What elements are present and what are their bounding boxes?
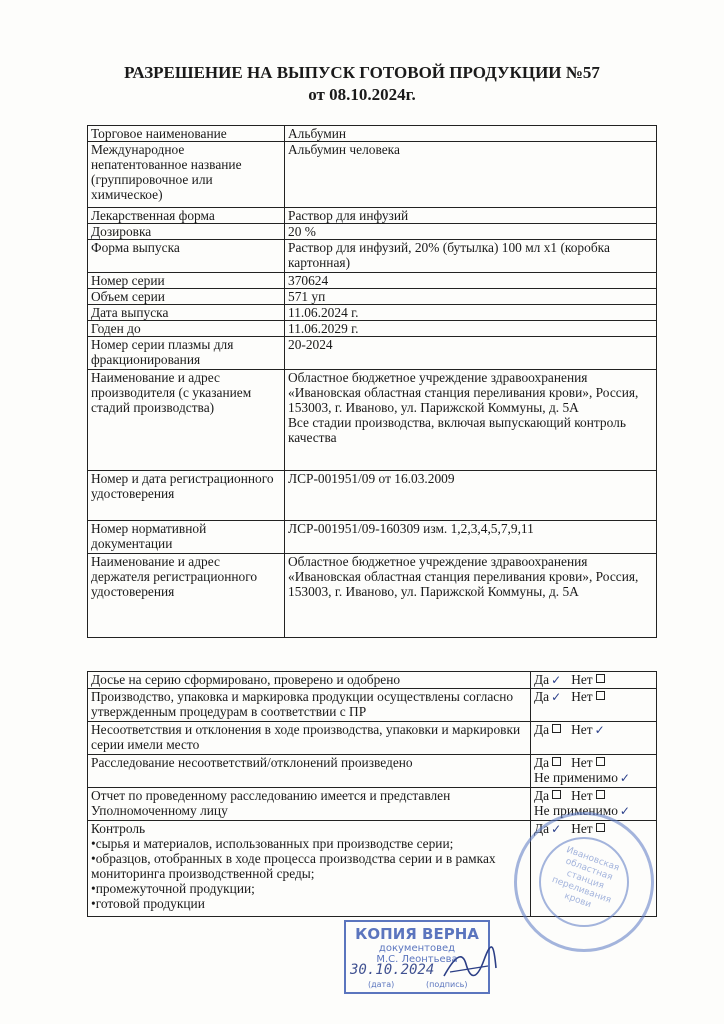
row-value: 370624 <box>285 273 657 289</box>
checklist-item: Производство, упаковка и маркировка продукции осуществлены согласно утвержденным процедурам в соответствии с ПР <box>88 689 531 722</box>
table-row <box>88 126 657 142</box>
row-label: Номер серии плазмы для фракционирования <box>88 337 285 370</box>
checklist-item: Отчет по проведенному расследованию имеется и представлен Уполномоченному лицу <box>88 788 531 821</box>
checkbox-icon <box>596 691 605 700</box>
control-line: •сырья и материалов, использованных при производстве серии; <box>91 836 454 851</box>
checkbox-icon <box>596 757 605 766</box>
control-line: •готовой продукции <box>91 896 205 911</box>
copy-stamp-date: 30.10.2024 <box>350 962 435 978</box>
row-label: Номер серии <box>88 273 285 289</box>
checklist-item: Расследование несоответствий/отклонений произведено <box>88 755 531 788</box>
option-yes: Да <box>534 722 561 737</box>
table-row <box>88 142 657 208</box>
check-mark-icon: ✓ <box>551 673 562 687</box>
checkbox-icon <box>596 790 605 799</box>
table-row <box>88 689 657 722</box>
row-value: ЛСР-001951/09 от 16.03.2009 <box>285 471 657 521</box>
option-no: Нет <box>571 672 604 687</box>
checkbox-icon <box>552 790 561 799</box>
check-mark-icon: ✓ <box>551 690 562 704</box>
control-section <box>88 821 531 917</box>
manufacturer-stages: Все стадии производства, включая выпускающий контроль качества <box>288 415 626 445</box>
control-line: •образцов, отобранных в ходе процесса производства серии и в рамках мониторинга производственной среды; <box>91 851 496 881</box>
title-date: от 08.10.2024г. <box>308 85 416 104</box>
title-text: РАЗРЕШЕНИЕ НА ВЫПУСК ГОТОВОЙ ПРОДУКЦИИ №57 <box>124 63 600 82</box>
row-value: Областное бюджетное учреждение здравоохранения «Ивановская областная станция переливания крови», Россия, 153003, г. Иваново, ул. Парижской Коммуны, д. 5А <box>285 554 657 638</box>
option-na: Не применимо ✓ <box>534 803 630 818</box>
table-row <box>88 289 657 305</box>
table-row <box>88 337 657 370</box>
table-row <box>88 471 657 521</box>
table-row <box>88 521 657 554</box>
table-row <box>88 305 657 321</box>
option-no: Нет ✓ <box>571 722 605 737</box>
signature-icon <box>440 938 500 988</box>
control-line: •промежуточной продукции; <box>91 881 255 896</box>
product-info-table <box>87 125 657 638</box>
checklist-options <box>531 672 657 689</box>
option-no: Нет <box>571 821 604 836</box>
table-row <box>88 755 657 788</box>
row-value: Альбумин человека <box>285 142 657 208</box>
row-value: 11.06.2029 г. <box>285 321 657 337</box>
copy-stamp-title: КОПИЯ ВЕРНА <box>355 925 479 943</box>
checkbox-icon <box>552 724 561 733</box>
row-label: Международное непатентованное название (группировочное или химическое) <box>88 142 285 208</box>
round-seal-stamp <box>514 812 654 952</box>
checkbox-icon <box>552 757 561 766</box>
row-value: 11.06.2024 г. <box>285 305 657 321</box>
option-no: Нет <box>571 755 604 770</box>
check-mark-icon: ✓ <box>594 723 605 737</box>
table-row <box>88 370 657 471</box>
seal-text: Ивановская областная станция переливания крови <box>550 845 621 911</box>
checklist-options <box>531 689 657 722</box>
row-label: Объем серии <box>88 289 285 305</box>
copy-stamp-person: М.С. Леонтьева <box>376 954 458 965</box>
table-row <box>88 672 657 689</box>
manufacturer-address: Областное бюджетное учреждение здравоохранения «Ивановская областная станция переливания крови», Россия, 153003, г. Иваново, ул. Парижской Коммуны, д. 5А <box>288 370 639 415</box>
row-label: Дозировка <box>88 224 285 240</box>
copy-stamp-date-label: (дата) <box>368 980 395 989</box>
checkbox-icon <box>596 674 605 683</box>
row-value: Раствор для инфузий, 20% (бутылка) 100 мл х1 (коробка картонная) <box>285 240 657 273</box>
row-label: Лекарственная форма <box>88 208 285 224</box>
control-title: Контроль <box>91 821 146 836</box>
check-mark-icon: ✓ <box>551 822 562 836</box>
table-row <box>88 321 657 337</box>
row-value: 20 % <box>285 224 657 240</box>
checklist-item: Несоответствия и отклонения в ходе производства, упаковки и маркировки серии имели место <box>88 722 531 755</box>
checklist-options <box>531 722 657 755</box>
table-row <box>88 208 657 224</box>
row-label: Форма выпуска <box>88 240 285 273</box>
row-value: 571 уп <box>285 289 657 305</box>
document-title <box>0 62 724 106</box>
checklist-options <box>531 755 657 788</box>
copy-stamp-role: документовед <box>378 943 456 954</box>
row-label: Торговое наименование <box>88 126 285 142</box>
row-value: 20-2024 <box>285 337 657 370</box>
row-value: ЛСР-001951/09-160309 изм. 1,2,3,4,5,7,9,11 <box>285 521 657 554</box>
row-value: Альбумин <box>285 126 657 142</box>
row-label: Номер и дата регистрационного удостоверения <box>88 471 285 521</box>
copy-stamp-sign-label: (подпись) <box>426 980 468 989</box>
option-no: Нет <box>571 788 604 803</box>
row-value: Раствор для инфузий <box>285 208 657 224</box>
row-label: Годен до <box>88 321 285 337</box>
option-yes: Да ✓ <box>534 689 562 704</box>
option-yes: Да ✓ <box>534 672 562 687</box>
table-row <box>88 554 657 638</box>
option-yes: Да ✓ <box>534 821 562 836</box>
row-label: Дата выпуска <box>88 305 285 321</box>
table-row <box>88 224 657 240</box>
option-yes: Да <box>534 788 561 803</box>
check-mark-icon: ✓ <box>619 771 630 785</box>
check-mark-icon: ✓ <box>619 804 630 818</box>
row-label: Номер нормативной документации <box>88 521 285 554</box>
option-no: Нет <box>571 689 604 704</box>
row-label: Наименование и адрес держателя регистрационного удостоверения <box>88 554 285 638</box>
row-label: Наименование и адрес производителя (с указанием стадий производства) <box>88 370 285 471</box>
row-value <box>285 370 657 471</box>
option-na: Не применимо ✓ <box>534 770 630 785</box>
checklist-item: Досье на серию сформировано, проверено и одобрено <box>88 672 531 689</box>
table-row <box>88 722 657 755</box>
option-yes: Да <box>534 755 561 770</box>
table-row <box>88 240 657 273</box>
table-row <box>88 273 657 289</box>
